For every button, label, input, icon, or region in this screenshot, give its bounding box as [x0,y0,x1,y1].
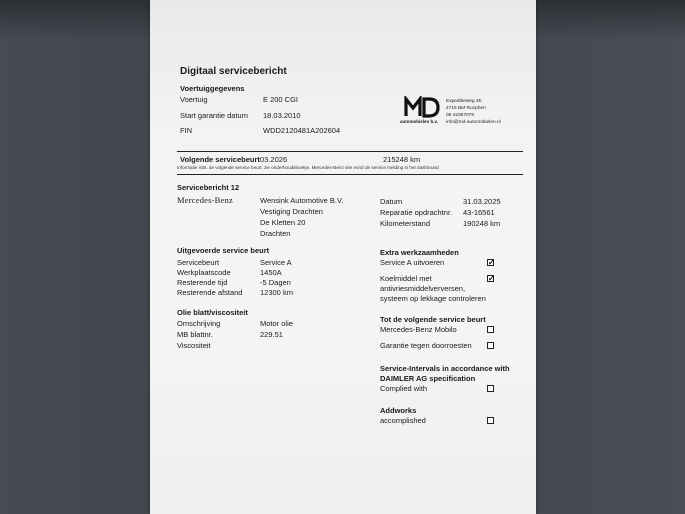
complied-label: Complied with [380,384,428,393]
dealer-address-line: Expeditieweg 4E [446,99,482,104]
dealer-line: Drachten [260,229,291,238]
intervals-heading-line: Service-Intervals in accordance with [380,364,510,373]
md-logo-mark [404,96,440,118]
checkbox-empty [487,342,494,349]
remaining-distance-label: Resterende afstand [177,288,243,297]
fin-label: FIN [180,126,193,135]
warranty-start-value: 18.03.2010 [263,111,301,120]
extra-work-item-line: antivriesmiddelverversen, [380,284,466,293]
until-next-heading: Tot de volgende service beurt [380,315,486,324]
service-label: Servicebeurt [177,258,220,267]
vehicle-heading: Voertuiggegevens [180,84,245,93]
next-service-km: 215248 km [383,155,421,164]
dealer-address-line: info@md-automobielen.nl [446,120,501,125]
date-label: Datum [380,197,403,206]
addworks-heading: Addworks [380,406,417,415]
md-logo-name: automobielen b.v. [400,119,438,124]
mb-sheet-label: MB blattnr. [177,330,213,339]
oil-description-label: Omschrijving [177,319,221,328]
checkbox-empty [487,417,494,424]
divider [177,151,523,152]
extra-work-item-line: Koelmiddel met [380,274,432,283]
brand-wordmark: Mercedes-Benz [177,195,233,205]
md-logo [404,96,440,118]
mb-sheet-value: 229.51 [260,330,283,339]
dealer-address-line: 06 42367076 [446,113,475,118]
date-value: 31.03.2025 [463,197,501,206]
remaining-time-label: Resterende tijd [177,278,228,287]
workshop-code-value: 1450A [260,268,282,277]
rust-warranty-label: Garantie tegen doorroesten [380,341,472,350]
service-report-heading: Servicebericht 12 [177,183,240,192]
document-title: Digitaal servicebericht [180,66,287,77]
vehicle-label: Voertuig [180,95,208,104]
dealer-address-line: 4715 BM Rucphen [446,106,486,111]
divider [177,174,523,175]
accomplished-label: accomplished [380,416,426,425]
performed-heading: Uitgevoerde service beurt [177,246,270,255]
checkbox-checked: ✓ [488,258,495,267]
oil-heading: Olie blatt/viscositeit [177,308,248,317]
workshop-code-label: Werkplaatscode [177,268,231,277]
service-value: Service A [260,258,292,267]
checkbox-empty [487,326,494,333]
checkbox-checked: ✓ [488,274,495,283]
viscosity-label: Viscositeit [177,341,211,350]
next-service-date: 03.2026 [260,155,288,164]
remaining-time-value: -5 Dagen [260,278,291,287]
extra-work-item-line: systeem op lekkage controleren [380,294,486,303]
mileage-value: 190248 km [463,219,501,228]
dealer-line: De Kletten 20 [260,218,306,227]
mileage-label: Kilometerstand [380,219,431,228]
service-document [150,0,536,514]
mobilo-label: Mercedes-Benz Mobilo [380,325,457,334]
next-service-info: Informatie mbt. de volgende service beurt: zie onderhoudsboekje. Mercedes-Benz site en/of de service melding in het dashboard [177,165,439,170]
oil-description-value: Motor olie [260,319,293,328]
vehicle-value: E 200 CGI [263,95,299,104]
repair-order-value: 43-16561 [463,208,495,217]
warranty-start-label: Start garantie datum [180,111,248,120]
dealer-line: Wensink Automotive B.V. [260,196,344,205]
next-service-label: Volgende servicebeurt [180,155,260,164]
dealer-line: Vestiging Drachten [260,207,323,216]
checkbox-empty [487,385,494,392]
intervals-heading-line: DAIMLER AG specification [380,374,476,383]
extra-work-item: Service A uitvoeren [380,258,445,267]
extra-work-heading: Extra werkzaamheden [380,248,459,257]
repair-order-label: Reparatie opdrachtnr. [380,208,453,217]
remaining-distance-value: 12300 km [260,288,293,297]
fin-value: WDD2120481A202604 [263,126,341,135]
